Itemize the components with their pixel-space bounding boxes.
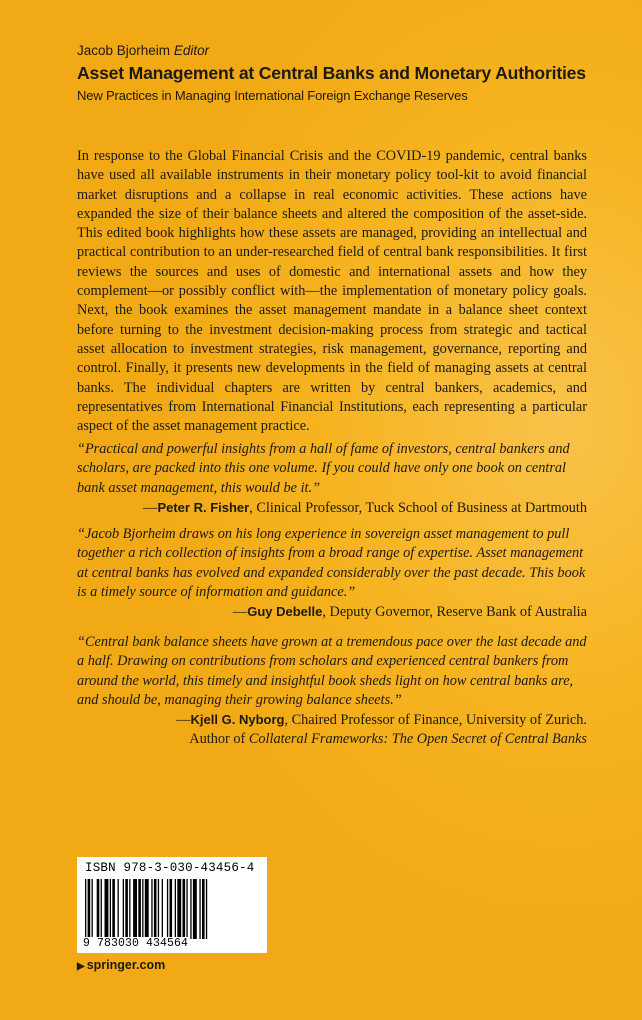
- endorser-affiliation: , Deputy Governor, Reserve Bank of Australia: [322, 604, 587, 621]
- endorser-name: Guy Debelle: [247, 604, 323, 620]
- arrow-right-icon: ▶: [77, 961, 85, 972]
- endorser-name: Peter R. Fisher: [157, 499, 250, 515]
- attribution-dash: —: [143, 499, 158, 516]
- quote-text: “Jacob Bjorheim draws on his long experience in sovereign asset management to pull together a rich collection of insights from a broad range of expertise. Asset management at central banks has evolved and expanded considerably over the past decade. This book is a timely source of information and guidance.”: [77, 526, 586, 600]
- publisher-link[interactable]: [77, 958, 165, 972]
- author-line: [77, 43, 607, 58]
- isbn-label: ISBN 978-3-030-43456-4: [85, 861, 255, 875]
- book-subtitle: New Practices in Managing International Foreign Exchange Reserves: [77, 88, 468, 103]
- quote-attribution: [77, 710, 587, 750]
- endorser-name: Kjell G. Nyborg: [190, 712, 285, 728]
- isbn-barcode: [77, 857, 267, 953]
- attribution-dash: —: [232, 604, 248, 621]
- endorsement-quote: [77, 440, 587, 518]
- barcode-digits: 9 783030 434564: [83, 937, 189, 950]
- endorsement-quote: [77, 633, 587, 750]
- endorser-book-title: Collateral Frameworks: The Open Secret of Central Banks: [248, 731, 587, 748]
- endorsement-quote: [77, 525, 587, 622]
- cover-header: [77, 43, 607, 103]
- quote-text: “Practical and powerful insights from a hall of fame of investors, central bankers and scholars, are packed into this one volume. If you could have only one book on central bank asset management, this would be it.”: [77, 441, 570, 496]
- author-role: Editor: [173, 43, 210, 58]
- endorser-affiliation: , Chaired Professor of Finance, University of Zurich.: [284, 712, 587, 729]
- author-name: Jacob Bjorheim: [77, 43, 171, 58]
- book-description: In response to the Global Financial Crisis and the COVID-19 pandemic, central banks have used all available instruments in their monetary policy tool-kit to avoid financial market disruptions and a collapse in real economic activities. These actions have expanded the size of their balance sheets and altered the composition of the asset-side. This edited book highlights how these assets are managed, providing an intellectual and practical contribution to an under-researched field of central bank responsibilities. It first reviews the sources and uses of domestic and international assets and how they complement—or possibly conflict with—the implementation of monetary policy goals. Next, the book examines the asset management mandate in a balance sheet context before turning to the investment decision-making process from strategic and tactical asset allocation to investment strategies, risk management, governance, reporting and control. Finally, it presents new developments in the field of managing assets at central banks. The individual chapters are written by central bankers, academics, and representatives from International Financial Institutions, each representing a particular aspect of the asset management practice.: [77, 148, 587, 435]
- publisher-url: springer.com: [86, 958, 166, 972]
- quote-attribution: [77, 602, 587, 622]
- quote-text: “Central bank balance sheets have grown at a tremendous pace over the last decade and a half. Drawing on contributions from scholars and experienced central bankers from around the world, this timely and insightful book sheds light on how central banks are, and should be, managing their growing balance sheets.”: [77, 634, 587, 708]
- barcode-bars: [85, 879, 259, 939]
- endorser-extra-prefix: Author of: [189, 731, 249, 748]
- book-title: Asset Management at Central Banks and Monetary Authorities: [77, 63, 586, 83]
- attribution-dash: —: [176, 712, 191, 729]
- endorser-affiliation: , Clinical Professor, Tuck School of Business at Dartmouth: [249, 499, 587, 516]
- quote-attribution: [77, 498, 587, 518]
